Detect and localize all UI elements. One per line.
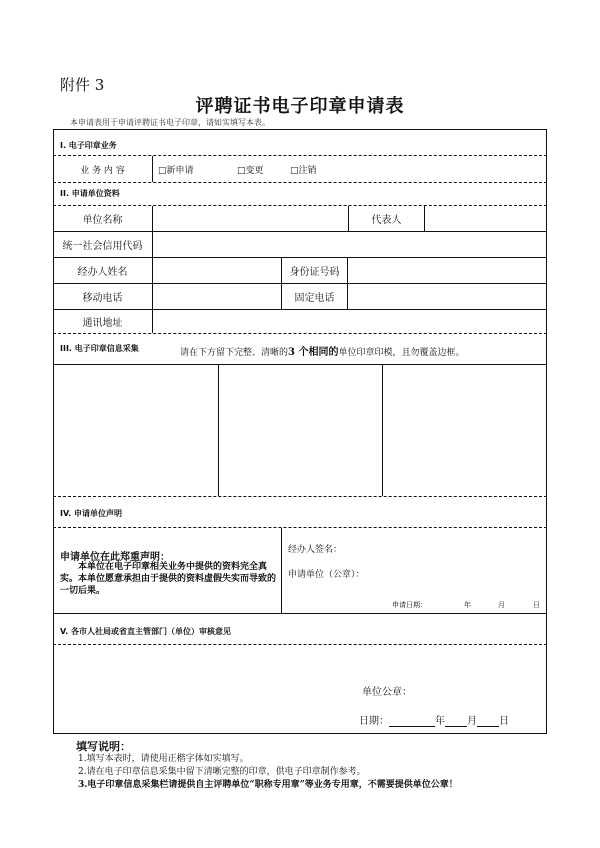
form-title: 评聘证书电子印章申请表 [195, 96, 405, 117]
section-4-heading: IV. 申请单位声明 [60, 509, 122, 518]
unit-name-label: 单位名称 [82, 215, 123, 226]
section-2-heading: II. 申请单位资料 [60, 189, 120, 198]
seal-instruction-post: 单位印章印模，且勿覆盖边框。 [338, 348, 465, 358]
grid-line [281, 528, 282, 613]
mobile-label: 移动电话 [82, 293, 123, 304]
option-cancel[interactable]: □注销 [290, 165, 317, 176]
note-item: 2.请在电子印章信息采集中留下清晰完整的印章，供电子印章制作参考。 [78, 767, 366, 777]
seal-instruction-pre: 请在下方留下完整、清晰的 [180, 348, 289, 358]
legal-rep-label: 代表人 [371, 215, 402, 226]
section-3-heading: III. 电子印章信息采集 [60, 344, 139, 353]
seal-box-3[interactable] [383, 365, 546, 496]
review-date [359, 712, 509, 727]
handler-sign-label: 经办人签名： [288, 545, 343, 555]
form-intro: 本申请表用于申请评聘证书电子印章，请如实填写本表。 [70, 118, 270, 127]
apply-day: 日 [533, 601, 540, 609]
legal-rep-field[interactable] [425, 206, 546, 231]
review-day-blank[interactable] [477, 715, 499, 727]
section-5-heading: V. 各市人社局或省直主管部门（单位）审核意见 [60, 627, 231, 636]
attachment-label: 附件 3 [60, 76, 105, 94]
section-divider [53, 333, 547, 334]
business-label: 业 务 内 容 [80, 165, 125, 176]
address-label: 通讯地址 [82, 318, 123, 329]
section-divider [53, 527, 547, 528]
section-divider [53, 182, 547, 183]
mobile-field[interactable] [153, 284, 281, 309]
review-seal-label: 单位公章： [362, 687, 412, 698]
option-new[interactable]: □新申请 [158, 165, 194, 176]
declaration-body: 本单位在电子印章相关业务中提供的资料完全真实。本单位愿意承担由于提供的资料虚假失实而导致的一切后果。 [60, 562, 277, 596]
fill-notes [76, 740, 458, 792]
id-number-label: 身份证号码 [289, 267, 340, 278]
grid-line [152, 156, 153, 182]
note-item: 3.电子印章信息采集栏请提供自主评聘单位“职称专用章”等业务专用章，不需要提供单位公章！ [78, 780, 458, 790]
form-border-bottom [53, 733, 547, 734]
landline-label: 固定电话 [294, 293, 335, 304]
section-divider [53, 496, 547, 497]
notes-heading: 填写说明： [76, 740, 131, 753]
review-year: 年 [435, 716, 445, 727]
seal-instruction-bold: 3 个相同的 [288, 347, 339, 358]
id-number-field[interactable] [348, 258, 546, 283]
seal-instruction [180, 343, 464, 358]
credit-code-label: 统一社会信用代码 [62, 241, 143, 252]
section-1-heading: I. 电子印章业务 [60, 141, 117, 150]
seal-box-2[interactable] [219, 365, 382, 496]
address-field[interactable] [153, 310, 546, 333]
seal-box-1[interactable] [54, 365, 218, 496]
apply-month: 月 [498, 601, 505, 609]
credit-code-field[interactable] [153, 232, 546, 257]
apply-date-label: 申请日期： [392, 601, 427, 609]
review-year-blank[interactable] [389, 715, 435, 727]
apply-year: 年 [464, 601, 471, 609]
handler-name-label: 经办人姓名 [77, 267, 128, 278]
form-border-top [53, 129, 547, 130]
handler-name-field[interactable] [153, 258, 281, 283]
review-month-blank[interactable] [445, 715, 467, 727]
unit-name-field[interactable] [153, 206, 348, 231]
review-month: 月 [467, 716, 477, 727]
option-change[interactable]: □变更 [237, 165, 264, 176]
review-date-label: 日期： [359, 716, 389, 727]
section-divider [53, 644, 547, 645]
unit-seal-label: 申请单位（公章）： [288, 570, 365, 580]
landline-field[interactable] [348, 284, 546, 309]
grid-line [53, 613, 547, 614]
note-item: 1.填写本表时，请使用正楷字体如实填写。 [78, 754, 249, 764]
declaration-title: 申请单位在此郑重声明： [60, 552, 170, 563]
review-day: 日 [499, 716, 509, 727]
